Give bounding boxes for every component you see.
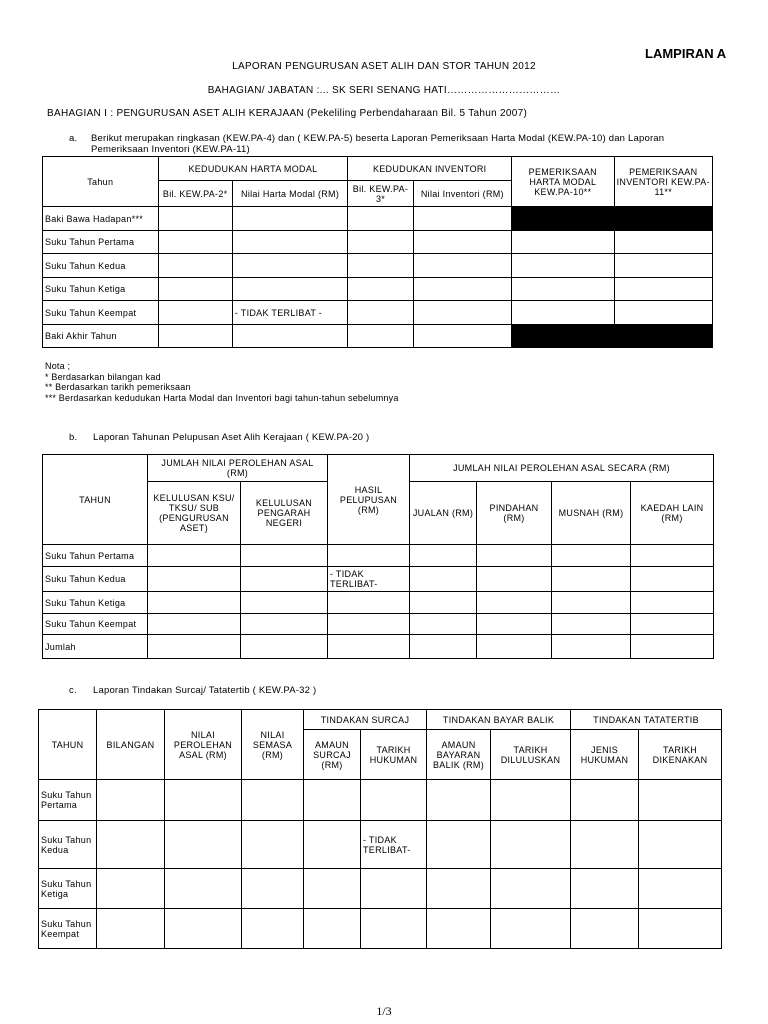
row-label: Baki Akhir Tahun xyxy=(43,325,159,348)
tidak-terlibat-note: - TIDAK TERLIBAT- xyxy=(328,567,410,592)
table-row xyxy=(43,592,714,614)
col-pemeriksaan-inventori: PEMERIKSAAN INVENTORI KEW.PA-11** xyxy=(614,157,712,207)
table-row xyxy=(43,567,714,592)
row-label: Suku Tahun Keempat xyxy=(43,614,148,635)
grp-harta-modal: KEDUDUKAN HARTA MODAL xyxy=(158,157,348,181)
row-label: Suku Tahun Kedua xyxy=(43,254,159,278)
row-label: Suku Tahun Ketiga xyxy=(39,869,97,909)
row-label: Suku Tahun Pertama xyxy=(43,231,159,254)
report-title: LAPORAN PENGURUSAN ASET ALIH DAN STOR TAHUN 2012 xyxy=(232,61,536,72)
sub-kelulusan-pengarah: KELULUSAN PENGARAH NEGERI xyxy=(241,482,328,545)
part-a-marker: a. xyxy=(69,133,78,144)
tidak-terlibat-note: - TIDAK TERLIBAT - xyxy=(232,301,348,325)
grp-tindakan-tatatertib: TINDAKAN TATATERTIB xyxy=(571,710,722,730)
note-2: ** Berdasarkan tarikh pemeriksaan xyxy=(45,382,191,392)
table-a xyxy=(42,156,713,348)
tidak-terlibat-note: - TIDAK TERLIBAT- xyxy=(361,821,427,869)
shaded-cell xyxy=(512,207,614,231)
col-nilai-semasa: NILAI SEMASA (RM) xyxy=(242,710,304,780)
table-row xyxy=(43,254,713,278)
table-row xyxy=(43,231,713,254)
sub-tarikh-dikenakan: TARIKH DIKENAKAN xyxy=(639,730,722,780)
shaded-cell xyxy=(614,207,712,231)
shaded-cell xyxy=(512,325,614,348)
table-row xyxy=(43,545,714,567)
table-row xyxy=(43,207,713,231)
page-number: 1/3 xyxy=(376,1004,392,1018)
part-b-title: Laporan Tahunan Pelupusan Aset Alih Kerajaan ( KEW.PA-20 ) xyxy=(93,432,370,443)
part-a-intro-line1: Berikut merupakan ringkasan (KEW.PA-4) dan ( KEW.PA-5) beserta Laporan Pemeriksaan Harta Modal (KEW.PA-10) dan Laporan xyxy=(91,133,665,144)
row-label: Suku Tahun Pertama xyxy=(39,780,97,821)
sub-nilai-harta: Nilai Harta Modal (RM) xyxy=(232,181,348,207)
table-row xyxy=(43,325,713,348)
table-row xyxy=(39,780,722,821)
row-label: Jumlah xyxy=(43,635,148,659)
grp-tindakan-bayar-balik: TINDAKAN BAYAR BALIK xyxy=(427,710,571,730)
part-b-marker: b. xyxy=(69,432,78,443)
sub-jenis-hukuman: JENIS HUKUMAN xyxy=(571,730,639,780)
grp-tindakan-surcaj: TINDAKAN SURCAJ xyxy=(304,710,427,730)
note-3: *** Berdasarkan kedudukan Harta Modal dan Inventori bagi tahun-tahun sebelumnya xyxy=(45,392,399,403)
row-label: Suku Tahun Ketiga xyxy=(43,278,159,301)
sub-kelulusan-ksu: KELULUSAN KSU/ TKSU/ SUB (PENGURUSAN ASET) xyxy=(148,482,241,545)
sub-amaun-surcaj: AMAUN SURCAJ (RM) xyxy=(304,730,361,780)
col-tahun: TAHUN xyxy=(43,455,148,545)
part-c-marker: c. xyxy=(69,685,77,696)
col-tahun: TAHUN xyxy=(39,710,97,780)
row-label: Suku Tahun Keempat xyxy=(39,909,97,949)
part-a-intro-line2: Pemeriksaan Inventori (KEW.PA-11) xyxy=(91,144,250,155)
table-b xyxy=(42,454,714,659)
sub-amaun-bayaran: AMAUN BAYARAN BALIK (RM) xyxy=(427,730,491,780)
row-label: Suku Tahun Kedua xyxy=(39,821,97,869)
grp-nilai-secara: JUMLAH NILAI PEROLEHAN ASAL SECARA (RM) xyxy=(410,455,714,482)
sub-jualan: JUALAN (RM) xyxy=(410,482,477,545)
col-bilangan: BILANGAN xyxy=(97,710,165,780)
table-row xyxy=(39,821,722,869)
col-nilai-perolehan: NILAI PEROLEHAN ASAL (RM) xyxy=(165,710,242,780)
notes-block xyxy=(45,361,399,403)
sub-bil-pa3: Bil. KEW.PA-3* xyxy=(348,181,413,207)
table-row xyxy=(39,869,722,909)
section-heading: BAHAGIAN I : PENGURUSAN ASET ALIH KERAJAAN (Pekeliling Perbendaharaan Bil. 5 Tahun 2007) xyxy=(47,108,528,119)
sub-tarikh-diluluskan: TARIKH DILULUSKAN xyxy=(491,730,571,780)
department-line: BAHAGIAN/ JABATAN :... SK SERI SENANG HATI…………………………… xyxy=(207,85,561,96)
table-row xyxy=(43,278,713,301)
sub-kaedah-lain: KAEDAH LAIN (RM) xyxy=(631,482,714,545)
col-tahun: Tahun xyxy=(43,157,159,207)
sub-bil-pa2: Bil. KEW.PA-2* xyxy=(158,181,232,207)
table-row xyxy=(43,635,714,659)
notes-title: Nota ; xyxy=(45,361,71,371)
table-row xyxy=(43,614,714,635)
row-label: Baki Bawa Hadapan*** xyxy=(43,207,159,231)
table-c xyxy=(38,709,722,949)
row-label: Suku Tahun Kedua xyxy=(43,567,148,592)
table-row xyxy=(39,909,722,949)
row-label: Suku Tahun Ketiga xyxy=(43,592,148,614)
col-hasil-pelupusan: HASIL PELUPUSAN (RM) xyxy=(328,455,410,545)
grp-jumlah-nilai: JUMLAH NILAI PEROLEHAN ASAL (RM) xyxy=(148,455,328,482)
sub-nilai-inventori: Nilai Inventori (RM) xyxy=(413,181,511,207)
lampiran-label: LAMPIRAN A xyxy=(645,46,727,61)
table-row xyxy=(43,301,713,325)
row-label: Suku Tahun Keempat xyxy=(43,301,159,325)
sub-tarikh-hukuman: TARIKH HUKUMAN xyxy=(361,730,427,780)
col-pemeriksaan-harta: PEMERIKSAAN HARTA MODAL KEW.PA-10** xyxy=(512,157,614,207)
sub-pindahan: PINDAHAN (RM) xyxy=(477,482,552,545)
note-1: * Berdasarkan bilangan kad xyxy=(45,371,161,382)
shaded-cell xyxy=(614,325,712,348)
part-c-title: Laporan Tindakan Surcaj/ Tatatertib ( KEW.PA-32 ) xyxy=(93,685,317,696)
sub-musnah: MUSNAH (RM) xyxy=(552,482,631,545)
row-label: Suku Tahun Pertama xyxy=(43,545,148,567)
grp-inventori: KEDUDUKAN INVENTORI xyxy=(348,157,512,181)
